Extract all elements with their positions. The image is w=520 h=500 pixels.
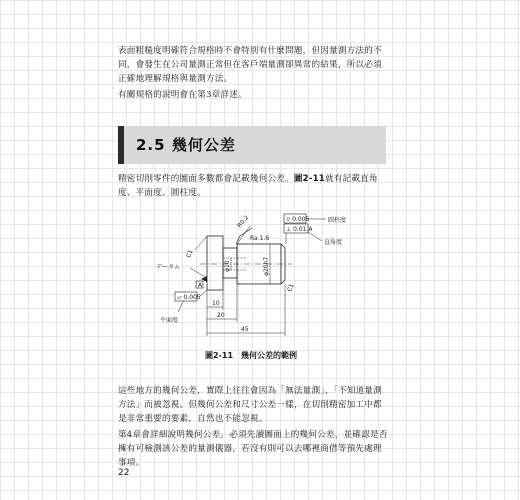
paragraph-after-2: 第4章會詳細說明幾何公差。必須先讀圖面上的幾何公差，並確認是否擁有可檢測該公差的量測儀器，若沒有則可以去哪裡商借等預先處理事項。 bbox=[118, 430, 388, 468]
figure-reference: 圖2-11 bbox=[293, 174, 325, 184]
intro-paragraph-2: 有關規格的說明會在第3章詳述。 bbox=[118, 90, 247, 100]
label-c1-right: C1 bbox=[286, 282, 296, 293]
dim-10: 10 bbox=[212, 300, 220, 307]
label-datum: データム bbox=[156, 264, 181, 271]
tolerance-flatness: ⏥ 0.005 bbox=[177, 294, 201, 301]
dim-45: 45 bbox=[241, 326, 249, 333]
section-paragraph-text-2: 就有記載直角度、平面度、圓柱度。 bbox=[118, 174, 378, 198]
intro-paragraph-1: 表面粗糙度明確符合規格時不會特別有什麼問題，但因量測方法的不同，會發生在公司量測正常但在客戶端量測卻異常的結果，所以必須正確地理解規格與量測方法。 bbox=[118, 46, 382, 84]
label-perpendicularity: 直角度 bbox=[324, 239, 343, 246]
page-number: 22 bbox=[118, 468, 130, 478]
label-cylindricity: 圓柱度 bbox=[328, 217, 347, 224]
tolerance-perpendicularity: ⊥ 0.01 A bbox=[286, 226, 313, 233]
paragraph-after-1: 這些地方的幾何公差，實際上往往會因為「無法量測」、「不知道量測方法」而被忽視。但幾何公差和尺寸公差一樣，在切削精密加工中都是非常重要的要素，自然也不能忽視。 bbox=[118, 386, 383, 424]
label-phi10: φ10 bbox=[224, 260, 231, 272]
label-phi20h7: φ20h7 bbox=[263, 256, 270, 276]
flange-outline bbox=[207, 236, 223, 290]
datum-letter: A bbox=[198, 282, 203, 289]
label-ra: Ra 1.6 bbox=[250, 235, 270, 242]
tolerance-cylindricity: ⌭ 0.005 bbox=[286, 216, 310, 223]
label-c1-top: C1 bbox=[185, 248, 195, 259]
section-paragraph-text: 精密切削零件的圖面多數都會記載幾何公差。 bbox=[118, 174, 294, 184]
figure-caption: 圖2-11 幾何公差的範例 bbox=[205, 351, 298, 360]
section-number: 2.5 bbox=[136, 136, 166, 154]
label-r02: R0.2 bbox=[236, 214, 251, 230]
dim-20: 20 bbox=[217, 312, 225, 319]
label-flatness: 平面度 bbox=[160, 317, 179, 324]
section-title: 幾何公差 bbox=[171, 136, 236, 154]
